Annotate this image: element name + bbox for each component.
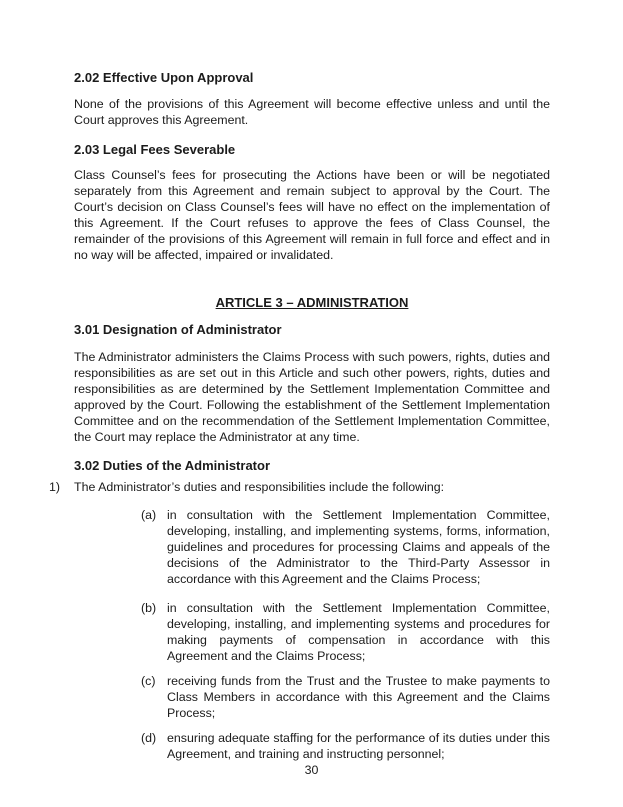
list-item-b-text: in consultation with the Settlement Implementation Committee, developing, installing, and implementing systems and procedures for making payments of compensation in accordance with this Agreement and the Claims Process; [167,601,550,663]
section-heading-2-03: 2.03 Legal Fees Severable [74,142,236,157]
paragraph-2-02: None of the provisions of this Agreement will become effective unless and until the Court approves this Agreement. [74,97,550,127]
list-item-b [74,600,550,664]
list-item-1-marker: 1) [49,480,61,494]
list-item-d [74,730,550,762]
paragraph-2-03: Class Counsel’s fees for prosecuting the Actions have been or will be negotiated separately from this Agreement and remain subject to approval by the Court. The Court’s decision on Class Counsel’s fees will have no effect on the implementation of this Agreement. If the Court refuses to approve the fees of Class Counsel, the remainder of the provisions of this Agreement will remain in full force and effect and in no way will be affected, impaired or invalidated. [74,168,550,262]
list-item-d-marker: (d) [141,731,157,745]
list-item-c [74,673,550,721]
list-item-c-marker: (c) [141,674,156,688]
section-heading-3-01: 3.01 Designation of Administrator [74,322,282,337]
list-item-c-text: receiving funds from the Trust and the Trustee to make payments to Class Members in accordance with this Agreement and the Claims Process; [167,674,550,720]
article-3-heading [74,295,550,311]
list-item-1 [49,479,550,495]
list-item-a [74,507,550,587]
list-item-a-text: in consultation with the Settlement Implementation Committee, developing, installing, and implementing systems, forms, information, guidelines and procedures for processing Claims and appeals of the decisions of the Administrator to the Third-Party Assessor in accordance with this Agreement and the Claims Process; [167,508,550,586]
list-item-d-text: ensuring adequate staffing for the performance of its duties under this Agreement, and training and instructing personnel; [167,731,550,761]
page-number: 30 [304,763,319,777]
list-item-b-marker: (b) [141,601,157,615]
section-heading-2-02: 2.02 Effective Upon Approval [74,70,254,85]
article-3-heading-text: ARTICLE 3 – ADMINISTRATION [215,295,409,310]
list-item-1-text: The Administrator’s duties and responsibilities include the following: [74,480,445,494]
section-heading-3-02: 3.02 Duties of the Administrator [74,458,270,473]
paragraph-3-01: The Administrator administers the Claims Process with such powers, rights, duties and responsibilities as are set out in this Article and such other powers, rights, duties and responsibilities as are determined by the Settlement Implementation Committee and approved by the Court. Following the establishment of the Settlement Implementation Committee and on the recommendation of the Settlement Implementation Committee, the Court may replace the Administrator at any time. [74,350,550,444]
list-item-a-marker: (a) [141,508,157,522]
